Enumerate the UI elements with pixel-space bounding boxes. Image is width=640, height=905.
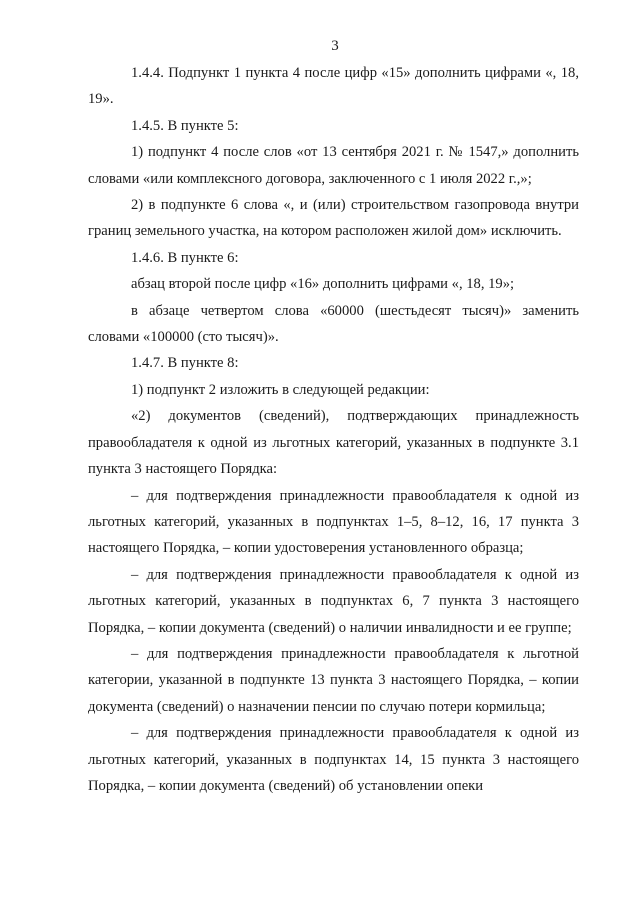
paragraph-1-4-5-heading: 1.4.5. В пункте 5:: [131, 117, 239, 134]
paragraph-1-4-6-item-2: в абзаце четвертом слова «60000 (шестьдесят тысяч)» заменить словами «100000 (сто тысяч)».: [88, 302, 579, 346]
paragraph-1-4-5-item-1: 1) подпункт 4 после слов «от 13 сентября 2021 г. № 1547,» дополнить словами «или комплексного договора, заключенного с 1 июля 2022 г.,»;: [88, 144, 579, 187]
paragraph-1-4-7-heading: 1.4.7. В пункте 8:: [131, 355, 239, 372]
paragraph-dash-item-1: – для подтверждения принадлежности правообладателя к одной из льготных категорий, указанных в подпунктах 1–5, 8–12, 16, 17 пункта 3 настоящего Порядка, – копии удостоверения установленного образца;: [88, 487, 579, 557]
paragraph-1-4-5-item-2: 2) в подпункте 6 слова «, и (или) строительством газопровода внутри границ земельного участка, на котором расположен жилой дом» исключить.: [88, 197, 579, 240]
paragraph-dash-item-2: – для подтверждения принадлежности правообладателя к одной из льготных категорий, указанных в подпунктах 6, 7 пункта 3 настоящего Порядка, – копии документа (сведений) о наличии инвалидности и ее группе;: [88, 566, 579, 636]
paragraph-dash-item-3: – для подтверждения принадлежности правообладателя к льготной категории, указанной в подпункте 13 пункта 3 настоящего Порядка, – копии документа (сведений) о назначении пенсии по случаю потери кормильца;: [88, 645, 579, 715]
paragraph-1-4-7-item-1: 1) подпункт 2 изложить в следующей редакции:: [131, 381, 430, 398]
paragraph-new-wording: «2) документов (сведений), подтверждающих принадлежность правообладателя к одной из льготных категорий, указанных в подпункте 3.1 пункта 3 настоящего Порядка:: [88, 408, 579, 478]
page-number: 3: [331, 38, 339, 54]
paragraph-1-4-4: 1.4.4. Подпункт 1 пункта 4 после цифр «15» дополнить цифрами «, 18, 19».: [88, 65, 579, 108]
paragraph-1-4-6-item-1: абзац второй после цифр «16» дополнить цифрами «, 18, 19»;: [131, 276, 515, 293]
document-body: [88, 60, 579, 799]
paragraph-1-4-6-heading: 1.4.6. В пункте 6:: [131, 249, 239, 266]
paragraph-dash-item-4: – для подтверждения принадлежности правообладателя к одной из льготных категорий, указанных в подпунктах 14, 15 пункта 3 настоящего Порядка, – копии документа (сведений) об установлении опеки: [88, 725, 579, 794]
